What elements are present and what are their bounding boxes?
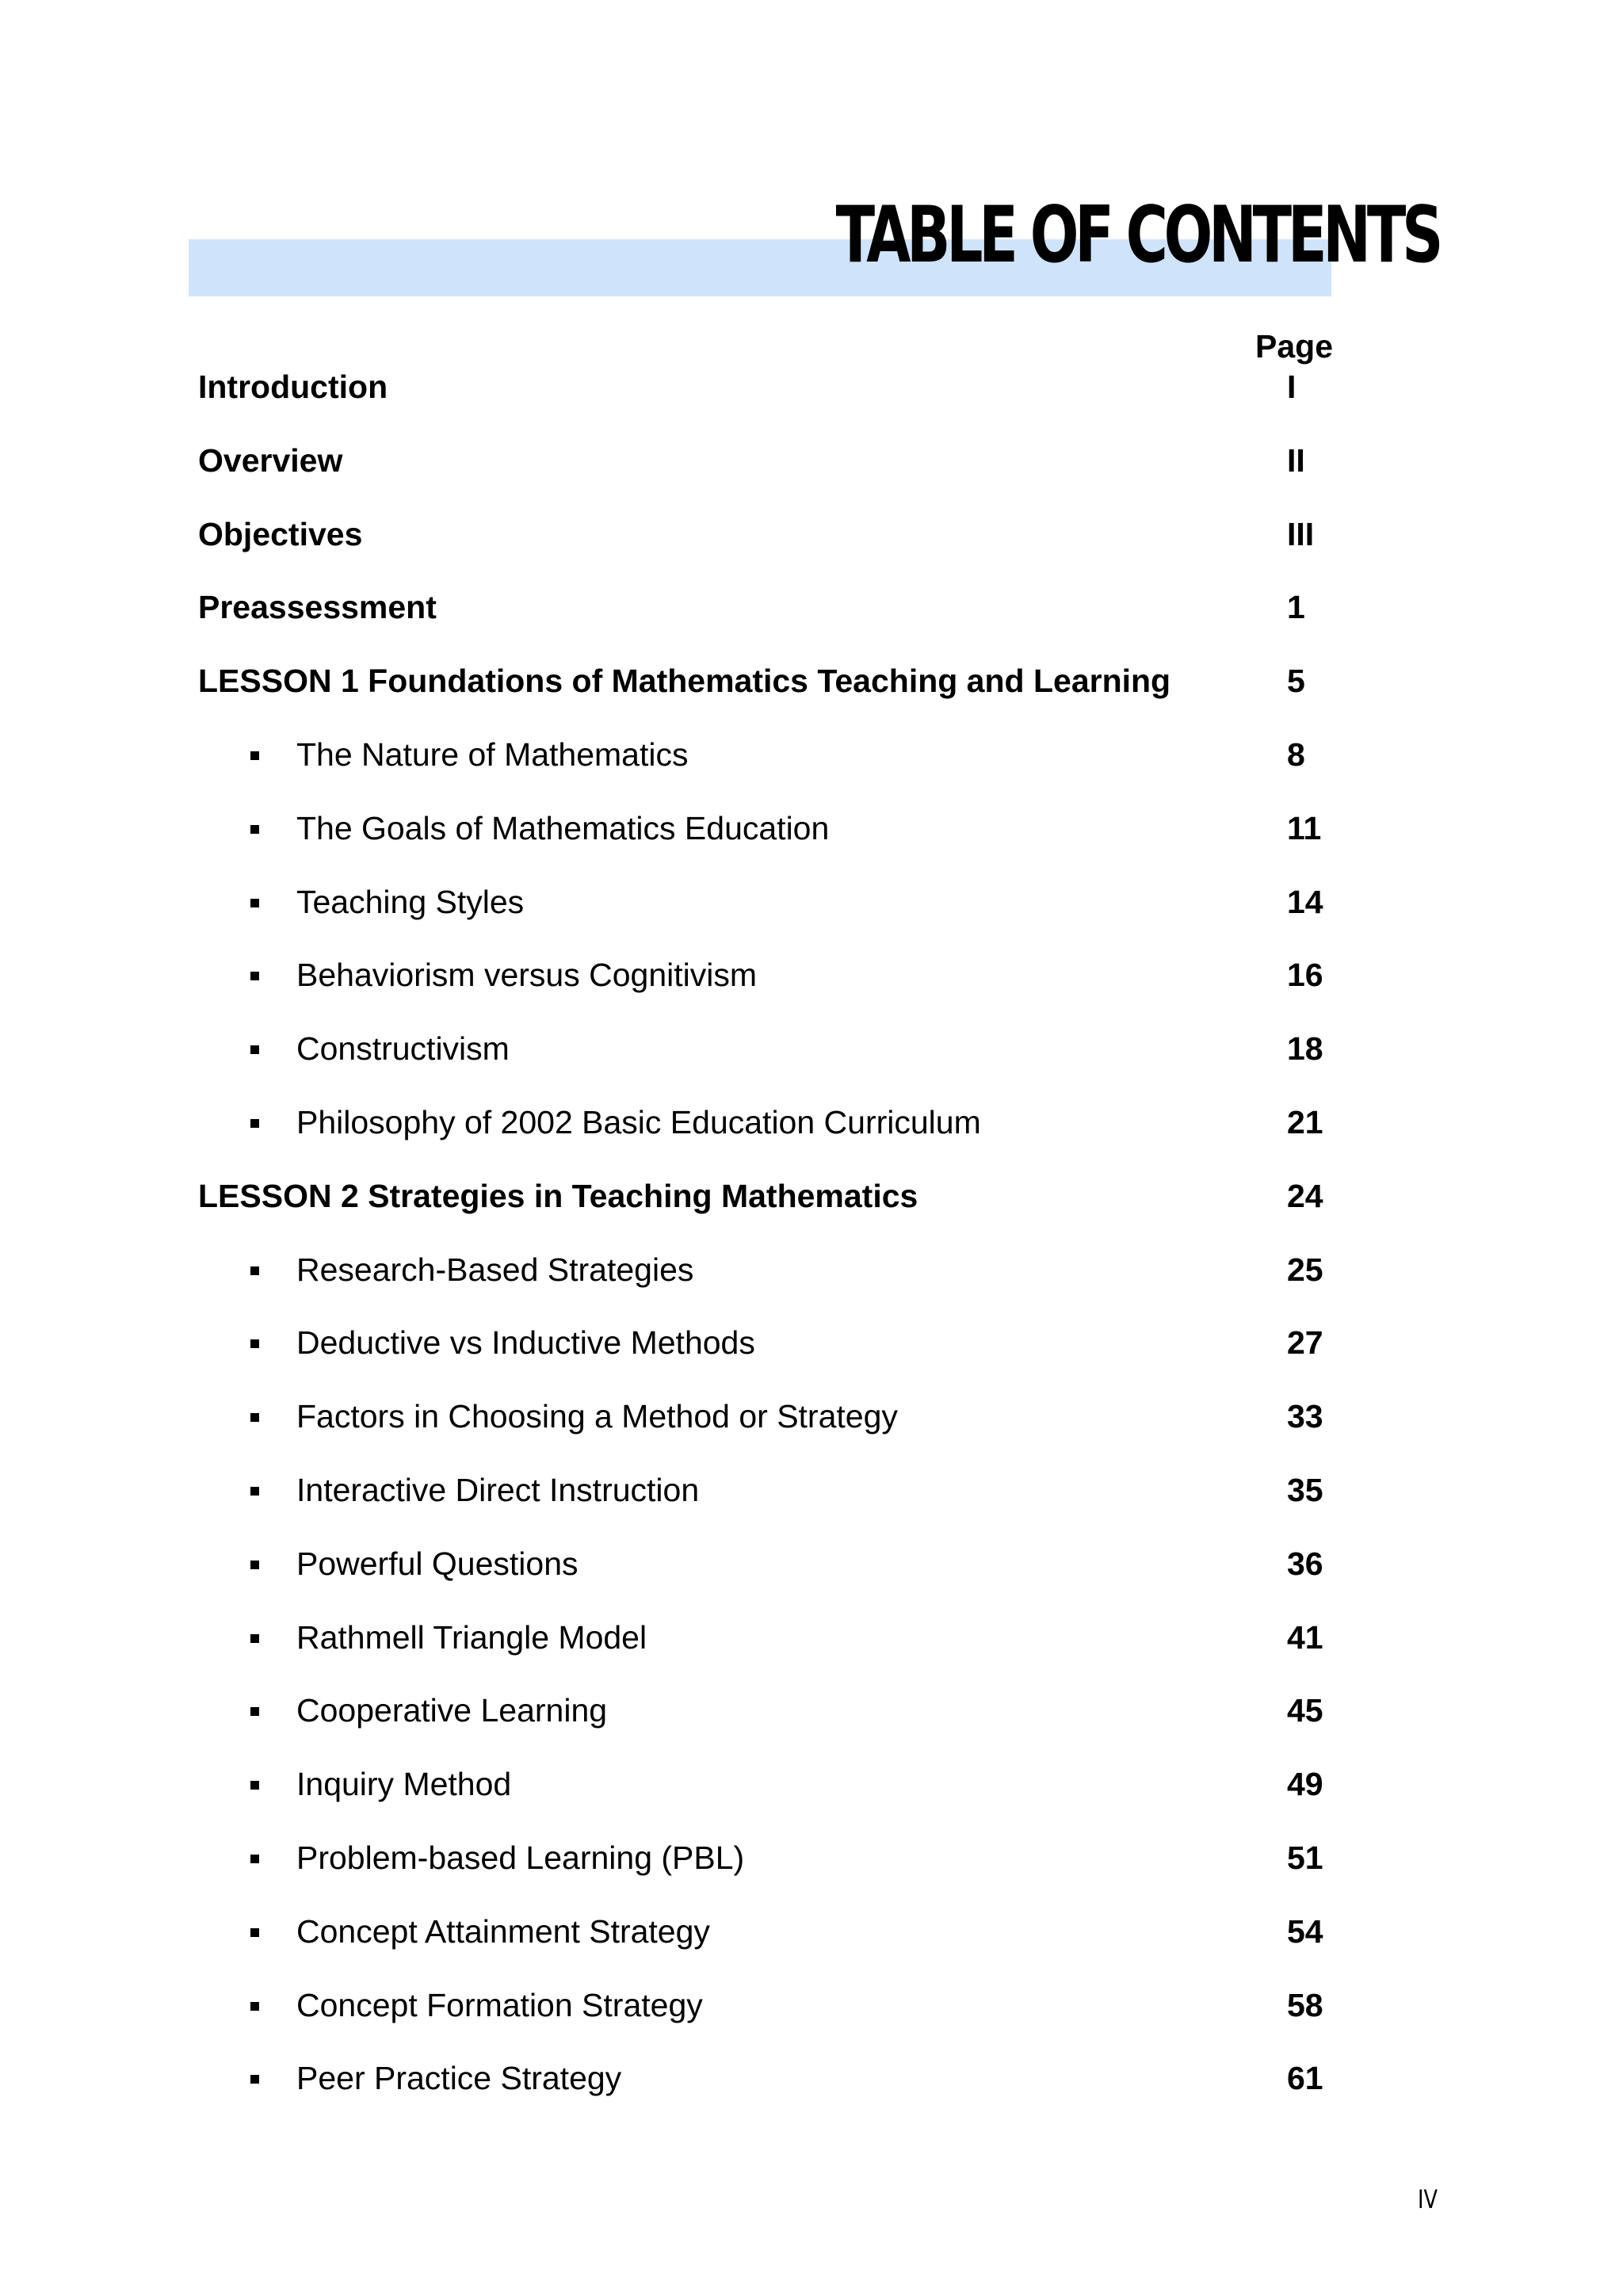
- toc-subsection-row: [0, 1030, 1623, 1077]
- bullet-icon: [250, 899, 259, 907]
- toc-entry-label: Cooperative Learning: [296, 1692, 608, 1729]
- toc-entry-label: Rathmell Triangle Model: [296, 1618, 647, 1656]
- bullet-icon: [250, 1413, 259, 1422]
- toc-subsection-row: [0, 809, 1623, 857]
- toc-entry-page: 11: [1287, 809, 1322, 846]
- bullet-icon: [250, 1928, 259, 1937]
- toc-subsection-row: [0, 2059, 1623, 2107]
- toc-entry-label: Preassessment: [198, 589, 437, 626]
- bullet-icon: [250, 1855, 259, 1863]
- toc-subsection-row: [0, 1618, 1623, 1666]
- toc-section-row: [0, 1177, 1623, 1224]
- toc-subsection-row: [0, 735, 1623, 783]
- toc-entry-page: 41: [1287, 1618, 1323, 1656]
- toc-subsection-row: [0, 1324, 1623, 1371]
- toc-subsection-row: [0, 1912, 1623, 1960]
- toc-entry-label: Interactive Direct Instruction: [296, 1472, 700, 1508]
- toc-entry-page: 25: [1287, 1251, 1323, 1288]
- bullet-icon: [250, 1266, 259, 1275]
- toc-entry-page: 54: [1287, 1912, 1323, 1950]
- bullet-icon: [250, 1339, 259, 1348]
- toc-subsection-row: [0, 1103, 1623, 1151]
- toc-entry-page: 14: [1287, 883, 1323, 920]
- toc-entry-page: 16: [1287, 957, 1323, 994]
- toc-entry-page: II: [1287, 441, 1305, 479]
- toc-entry-label: Problem-based Learning (PBL): [296, 1839, 745, 1876]
- toc-entry-label: Teaching Styles: [296, 883, 525, 920]
- toc-subsection-row: [0, 1839, 1623, 1886]
- toc-entry-page: 1: [1287, 589, 1305, 626]
- toc-subsection-row: [0, 1471, 1623, 1519]
- toc-subsection-row: [0, 1986, 1623, 2034]
- toc-entry-label: Objectives: [198, 515, 363, 552]
- toc-entry-label: LESSON 1 Foundations of Mathematics Teaching and Learning: [198, 663, 1171, 700]
- toc-subsection-row: [0, 883, 1623, 930]
- bullet-icon: [250, 1045, 259, 1054]
- toc-entry-page: 27: [1287, 1324, 1323, 1362]
- bullet-icon: [250, 751, 259, 760]
- bullet-icon: [250, 1487, 259, 1496]
- toc-entry-label: Overview: [198, 441, 343, 479]
- bullet-icon: [250, 1707, 259, 1716]
- bullet-icon: [250, 825, 259, 834]
- bullet-icon: [250, 1781, 259, 1790]
- toc-entry-label: Concept Formation Strategy: [296, 1986, 703, 2023]
- toc-entry-label: Research-Based Strategies: [296, 1251, 694, 1288]
- footer-page-number: IV: [1418, 2184, 1438, 2214]
- page-title: TABLE OF CONTENTS: [835, 190, 1439, 281]
- bullet-icon: [250, 2075, 259, 2084]
- toc-entry-page: 33: [1287, 1398, 1323, 1435]
- toc-section-row: [0, 588, 1623, 636]
- toc-subsection-row: [0, 1691, 1623, 1739]
- bullet-icon: [250, 1634, 259, 1643]
- toc-entry-page: I: [1287, 369, 1296, 405]
- toc-section-row: [0, 368, 1623, 415]
- toc-entry-label: Behaviorism versus Cognitivism: [296, 957, 758, 994]
- bullet-icon: [250, 1119, 259, 1128]
- toc-entry-label: Deductive vs Inductive Methods: [296, 1324, 755, 1362]
- toc-subsection-row: [0, 956, 1623, 1003]
- toc-section-row: [0, 441, 1623, 489]
- toc-entry-page: 51: [1287, 1839, 1323, 1876]
- toc-entry-label: Introduction: [198, 369, 388, 405]
- toc-entry-label: The Goals of Mathematics Education: [296, 809, 830, 846]
- toc-subsection-row: [0, 1397, 1623, 1445]
- toc-entry-page: 8: [1287, 736, 1305, 773]
- bullet-icon: [250, 2002, 259, 2011]
- toc-entry-page: 45: [1287, 1692, 1323, 1729]
- toc-section-row: [0, 515, 1623, 563]
- toc-entry-page: 49: [1287, 1766, 1323, 1803]
- toc-entry-page: 5: [1287, 663, 1305, 700]
- toc-entry-page: III: [1287, 515, 1315, 552]
- toc-entry-label: Peer Practice Strategy: [296, 2060, 622, 2097]
- toc-entry-label: The Nature of Mathematics: [296, 736, 689, 773]
- toc-entry-label: Concept Attainment Strategy: [296, 1912, 710, 1950]
- toc-subsection-row: [0, 1251, 1623, 1298]
- toc-subsection-row: [0, 1765, 1623, 1813]
- toc-entry-label: Inquiry Method: [296, 1766, 512, 1803]
- toc-entry-label: LESSON 2 Strategies in Teaching Mathematics: [198, 1177, 918, 1214]
- toc-entry-label: Powerful Questions: [296, 1545, 579, 1582]
- bullet-icon: [250, 1561, 259, 1569]
- toc-entry-page: 18: [1287, 1030, 1323, 1068]
- toc-section-row: [0, 662, 1623, 709]
- toc-entry-page: 24: [1287, 1177, 1323, 1214]
- toc-entry-label: Constructivism: [296, 1030, 510, 1068]
- toc-entry-page: 21: [1287, 1104, 1323, 1140]
- toc-entry-label: Philosophy of 2002 Basic Education Curriculum: [296, 1104, 981, 1140]
- page-column-header: Page: [1255, 328, 1333, 365]
- toc-entry-page: 58: [1287, 1986, 1323, 2023]
- toc-entry-page: 61: [1287, 2060, 1323, 2097]
- toc-entry-label: Factors in Choosing a Method or Strategy: [296, 1398, 898, 1435]
- toc-entry-page: 36: [1287, 1545, 1323, 1582]
- bullet-icon: [250, 972, 259, 980]
- toc-entry-page: 35: [1287, 1472, 1323, 1508]
- toc-subsection-row: [0, 1545, 1623, 1592]
